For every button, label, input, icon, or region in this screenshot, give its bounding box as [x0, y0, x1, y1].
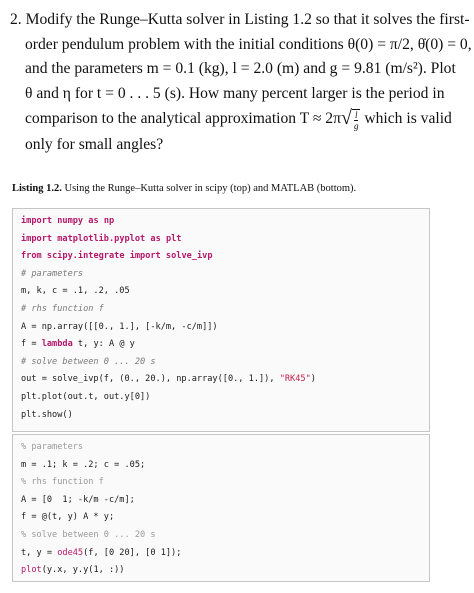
matlab-code-line: A = [0 1; -k/m -c/m];	[21, 494, 135, 505]
problem-text-5b: which is valid	[360, 109, 452, 127]
python-code-line: import matplotlib.pyplot as plt	[21, 233, 182, 244]
python-code-line: f = lambda t, y: A @ y	[21, 339, 135, 350]
problem-text-1: Modify the Runge–Kutta solver in Listing 1.2 so that it solves the first-	[25, 11, 470, 28]
radical-sign: √	[340, 107, 352, 129]
matlab-code-line: m = .1; k = .2; c = .05;	[21, 459, 146, 470]
matlab-code-line: t, y = ode45(f, [0 20], [0 1]);	[21, 547, 182, 558]
sqrt-formula	[341, 106, 360, 133]
listing-caption	[12, 183, 356, 194]
problem-line-2: order pendulum problem with the initial conditions θ(0) = π/2, θ̇(0) = 0,	[25, 35, 472, 53]
matlab-code-line: % rhs function f	[21, 477, 104, 488]
python-code-line: # solve between 0 ... 20 s	[21, 356, 156, 367]
python-code-line: plt.show()	[21, 409, 73, 420]
caption-text: Using the Runge–Kutta solver in scipy (top) and MATLAB (bottom).	[61, 183, 357, 194]
problem-line-4: θ and η for t = 0 . . . 5 (s). How many percent larger is the period in	[25, 84, 445, 102]
matlab-code-line: plot(y.x, y.y(1, :))	[21, 565, 125, 576]
python-code-line: import numpy as np	[21, 216, 115, 226]
python-code-line: out = solve_ivp(f, (0., 20.), np.array([0., 1.]), "RK45")	[21, 374, 316, 385]
matlab-code-line: f = @(t, y) A * y;	[21, 512, 115, 523]
problem-line-1	[10, 8, 470, 33]
matlab-code-line: % solve between 0 ... 20 s	[21, 529, 156, 540]
sqrt-denominator: g	[353, 121, 359, 132]
python-code-line: A = np.array([[0., 1.], [-k/m, -c/m]])	[21, 321, 218, 332]
python-code-listing	[12, 208, 430, 432]
python-code-line: # parameters	[21, 268, 84, 279]
matlab-code-line: % parameters	[21, 442, 84, 452]
sqrt-fraction	[352, 109, 361, 131]
problem-text-5a: comparison to the analytical approximation T ≈ 2π	[25, 109, 341, 127]
problem-number: 2.	[10, 11, 22, 28]
python-code-line: from scipy.integrate import solve_ivp	[21, 251, 213, 262]
python-code-line: plt.plot(out.t, out.y[0])	[21, 391, 151, 402]
python-code-line: # rhs function f	[21, 303, 104, 314]
exercise-problem	[10, 8, 472, 157]
python-code-line: m, k, c = .1, .2, .05	[21, 286, 130, 297]
caption-label: Listing 1.2.	[12, 183, 62, 194]
problem-line-5	[10, 106, 466, 133]
problem-line-6: only for small angles?	[25, 135, 164, 153]
problem-line-3: and the parameters m = 0.1 (kg), l = 2.0 (m) and g = 9.81 (m/s²). Plot	[25, 60, 456, 77]
sqrt-numerator: l	[354, 110, 358, 121]
matlab-code-listing	[12, 434, 430, 582]
